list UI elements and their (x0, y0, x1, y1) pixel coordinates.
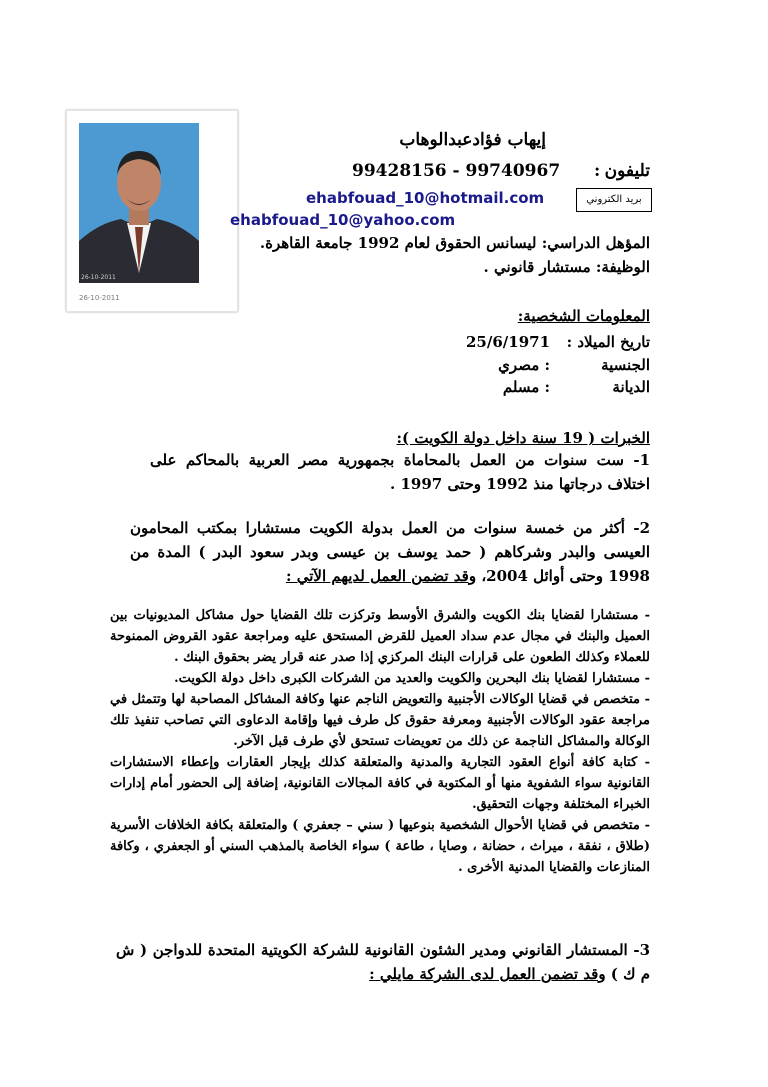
nationality-label: الجنسية (601, 356, 650, 374)
bullet-item: - متخصص في قضايا الوكالات الأجنبية والتعويض الناجم عنها وكافة المشاكل المصاحبة لها وتتمثل في مراجعة عقود الوكالات الأجنبية ومعرفة حقوق كل طرف فيها وإقامة الدعاوى التي تصاحب تنفيذ تلك الوكالة والمشاكل الناجمة عن ذلك من تعويضات تستحق لأي طرف قبل الآخر. (110, 692, 650, 749)
bullet-item: - متخصص في قضايا الأحوال الشخصية بنوعيها ( سني – جعفري ) والمتعلقة بكافة الخلافات الأسرية (طلاق ، نفقة ، ميراث ، حضانة ، وصايا ، طاعة ) سواء الخاصة بالمذهب السني أو الجعفري ، وكافة المنازعات والقضايا المدنية الأخرى . (110, 818, 650, 875)
education: المؤهل الدراسي: ليسانس الحقوق لعام 1992 جامعة القاهرة. (259, 234, 650, 252)
applicant-name: إيهاب فؤادعبدالوهاب (399, 130, 546, 150)
experience-item-2-text: 2- أكثر من خمسة سنوات من العمل بدولة الكويت مستشارا بمكتب المحامون العيسى والبدر وشركاهم ( حمد يوسف بن عيسى وبدر سعود البدر ) المدة من 1998 وحتى أوائل 2004، (130, 519, 650, 585)
phone-colon: : (594, 161, 601, 181)
bullet-item: - مستشارا لقضايا بنك الكويت والشرق الأوسط وتركزت تلك القضايا حول مشاكل المديونيات بين العميل والبنك في مجال عدم سداد العميل للقرض المستحق عليه ومراجعة عقود القروض الممنوحة للعملاء وكذلك الطعون على قرارات البنك المركزي إذا صدر عنه قرار يضر بحقوق البنك . (110, 608, 650, 665)
portrait-image (79, 123, 199, 283)
religion-value: : مسلم (502, 378, 550, 396)
dob-value: 25/6/1971 (466, 333, 551, 351)
phone-numbers: 99428156 - 99740967 (352, 161, 561, 181)
experience-item-3 (116, 938, 650, 986)
email-label-box: بريد الكتروني (576, 188, 652, 212)
bullet-item: - مستشارا لقضايا بنك البحرين والكويت والعديد من الشركات الكبرى داخل دولة الكويت. (174, 671, 650, 686)
experience-title: الخبرات ( 19 سنة داخل دولة الكويت ): (396, 429, 650, 447)
experience-item-2 (130, 516, 650, 588)
photo-frame (66, 110, 238, 312)
phone-label: تليفون (604, 161, 650, 181)
job-title: الوظيفة: مستشار قانوني . (483, 258, 650, 276)
photo-stamp: 26-10-2011 (81, 274, 116, 281)
experience-item-3-underlined: وقد تضمن العمل لدى الشركة مايلي : (369, 965, 606, 983)
experience-item-1: 1- ست سنوات من العمل بالمحاماة بجمهورية مصر العربية بالمحاكم على اختلاف درجاتها منذ 1992 وحتى 1997 . (150, 451, 650, 493)
email-yahoo[interactable]: ehabfouad_10@yahoo.com (230, 211, 456, 229)
experience-bullets (110, 605, 650, 878)
bullet-item: - كتابة كافة أنواع العقود التجارية والمدنية والمتعلقة كذلك بإيجار العقارات وإعطاء الاستشارات القانونية سواء الشفوية منها أو المكتوبة في كافة المجالات القانونية، إضافة إلى الحضور أمام إدارات الخبراء المختلفة وجهات التحقيق. (110, 755, 650, 812)
profile-photo (79, 123, 199, 283)
experience-item-2-underlined: وقد تضمن العمل لديهم الآتي : (285, 567, 477, 585)
experience-item-3-text: 3- المستشار القانوني ومدير الشئون القانونية للشركة الكويتية المتحدة للدواجن ( ش م ك ) (116, 941, 650, 983)
dob-label: تاريخ الميلاد : (566, 333, 650, 351)
nationality-value: : مصري (498, 356, 550, 374)
email-hotmail[interactable]: ehabfouad_10@hotmail.com (306, 189, 545, 207)
photo-date: 26-10-2011 (79, 294, 120, 302)
personal-info-title: المعلومات الشخصية: (517, 307, 650, 325)
religion-label: الديانة (612, 378, 650, 396)
